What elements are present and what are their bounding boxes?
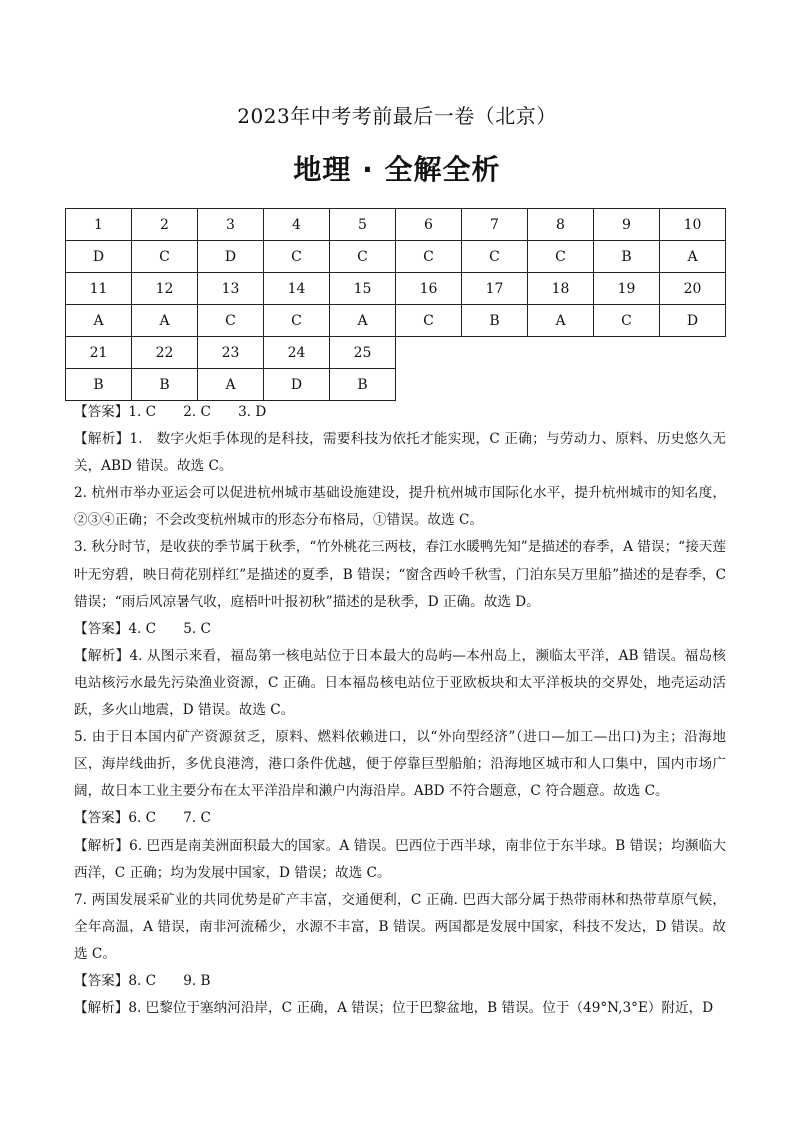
answer-line: 【答案】1. C 2. C 3. D: [74, 404, 267, 420]
table-cell: 1: [66, 209, 132, 241]
exam-subtitle: 地理 · 全解全析: [293, 153, 501, 186]
table-cell: A: [66, 305, 132, 337]
empty-cell: [660, 337, 726, 369]
analysis-paragraph: 5. 由于日本国内矿产资源贫乏，原料、燃料依赖进口，以“外向型经济”（进口—加工—出口)为主；沿海地区，海岸线曲折，多优良港湾，港口条件优越，便于停靠巨型船舶；沿海地区城市和人口集中，国内市场广阔，故日本工业主要分布在太平洋沿岸和濑户内海沿岸。ABD 不符合题意，C 符合题意。故选 C。: [74, 729, 726, 800]
table-cell: C: [132, 241, 198, 273]
answer-table: [65, 208, 726, 401]
table-cell: D: [264, 369, 330, 401]
table-cell: A: [132, 305, 198, 337]
table-row: [66, 273, 726, 305]
table-cell: C: [396, 305, 462, 337]
empty-cell: [462, 337, 528, 369]
table-cell: 17: [462, 273, 528, 305]
table-cell: 24: [264, 337, 330, 369]
table-cell: 7: [462, 209, 528, 241]
table-cell: 18: [528, 273, 594, 305]
table-cell: D: [66, 241, 132, 273]
table-cell: D: [198, 241, 264, 273]
table-row: [66, 241, 726, 273]
analysis-paragraph: 【解析】4. 从图示来看，福岛第一核电站位于日本最大的岛屿—本州岛上，濒临太平洋，AB 错误。福岛核电站核污水最先污染渔业资源，C 正确。日本福岛核电站位于亚欧板块和太平洋板块的交界处，地壳运动活跃，多火山地震，D 错误。故选 C。: [74, 647, 726, 719]
empty-cell: [396, 337, 462, 369]
empty-cell: [528, 369, 594, 401]
empty-cell: [660, 369, 726, 401]
table-cell: A: [330, 305, 396, 337]
table-cell: 15: [330, 273, 396, 305]
table-cell: 22: [132, 337, 198, 369]
table-cell: 13: [198, 273, 264, 305]
table-cell: C: [528, 241, 594, 273]
empty-cell: [462, 369, 528, 401]
table-cell: 25: [330, 337, 396, 369]
table-cell: 5: [330, 209, 396, 241]
analysis-paragraph: 【解析】8. 巴黎位于塞纳河沿岸，C 正确，A 错误；位于巴黎盆地，B 错误。位于（49°N,3°E）附近，D: [74, 1000, 714, 1017]
table-cell: A: [528, 305, 594, 337]
answer-line: 【答案】6. C 7. C: [74, 810, 211, 827]
table-cell: 16: [396, 273, 462, 305]
exam-title: 2023年中考考前最后一卷（北京）: [237, 104, 557, 128]
table-cell: 14: [264, 273, 330, 305]
answer-line: 【答案】4. C 5. C: [74, 620, 211, 637]
table-cell: 4: [264, 209, 330, 241]
solution-content: [74, 399, 726, 1022]
table-cell: C: [198, 305, 264, 337]
table-cell: B: [462, 305, 528, 337]
table-cell: D: [660, 305, 726, 337]
table-cell: A: [660, 241, 726, 273]
table-cell: B: [330, 369, 396, 401]
empty-cell: [594, 337, 660, 369]
table-cell: 11: [66, 273, 132, 305]
table-row: [66, 369, 726, 401]
table-row: [66, 209, 726, 241]
table-cell: C: [396, 241, 462, 273]
table-cell: 10: [660, 209, 726, 241]
table-cell: 19: [594, 273, 660, 305]
table-cell: B: [132, 369, 198, 401]
table-cell: C: [330, 241, 396, 273]
table-cell: B: [594, 241, 660, 273]
empty-cell: [396, 369, 462, 401]
table-cell: 6: [396, 209, 462, 241]
table-cell: 12: [132, 273, 198, 305]
answer-line: 【答案】8. C 9. B: [74, 972, 211, 989]
table-cell: 20: [660, 273, 726, 305]
table-cell: 21: [66, 337, 132, 369]
table-cell: B: [66, 369, 132, 401]
table-cell: C: [264, 305, 330, 337]
table-row: [66, 337, 726, 369]
table-cell: C: [594, 305, 660, 337]
analysis-paragraph: 2. 杭州市举办亚运会可以促进杭州城市基础设施建设，提升杭州城市国际化水平，提升杭州城市的知名度，②③④正确；不会改变杭州城市的形态分布格局，①错误。故选 C。: [74, 485, 726, 529]
table-cell: C: [264, 241, 330, 273]
analysis-paragraph: 3. 秋分时节，是收获的季节属于秋季，“竹外桃花三两枝，春江水暖鸭先知”是描述的春季，A 错误；“接天莲叶无穷碧，映日荷花别样红”是描述的夏季，B 错误；“窗含西岭千秋雪，门泊东吴万里船”描述的是春季，C 错误；“雨后风凉暑气收，庭梧叶叶报初秋”描述的是秋季，D 正确。故选 D。: [74, 539, 726, 610]
empty-cell: [528, 337, 594, 369]
table-cell: 2: [132, 209, 198, 241]
analysis-paragraph: 【解析】1. 数字火炬手体现的是科技，需要科技为依托才能实现，C 正确；与劳动力、原料、历史悠久无关，ABD 错误。故选 C。: [74, 431, 726, 475]
table-row: [66, 305, 726, 337]
table-cell: C: [462, 241, 528, 273]
analysis-paragraph: 【解析】6. 巴西是南美洲面积最大的国家。A 错误。巴西位于西半球，南非位于东半球。B 错误；均濒临大西洋，C 正确；均为发展中国家，D 错误；故选 C。: [74, 837, 726, 881]
table-cell: 23: [198, 337, 264, 369]
table-cell: 8: [528, 209, 594, 241]
table-cell: 9: [594, 209, 660, 241]
table-cell: 3: [198, 209, 264, 241]
analysis-paragraph: 7. 两国发展采矿业的共同优势是矿产丰富，交通便利，C 正确. 巴西大部分属于热带雨林和热带草原气候，全年高温，A 错误，南非河流稀少，水源不丰富，B 错误。两国都是发展中国家，科技不发达，D 错误。故选 C。: [74, 891, 726, 962]
empty-cell: [594, 369, 660, 401]
table-cell: A: [198, 369, 264, 401]
